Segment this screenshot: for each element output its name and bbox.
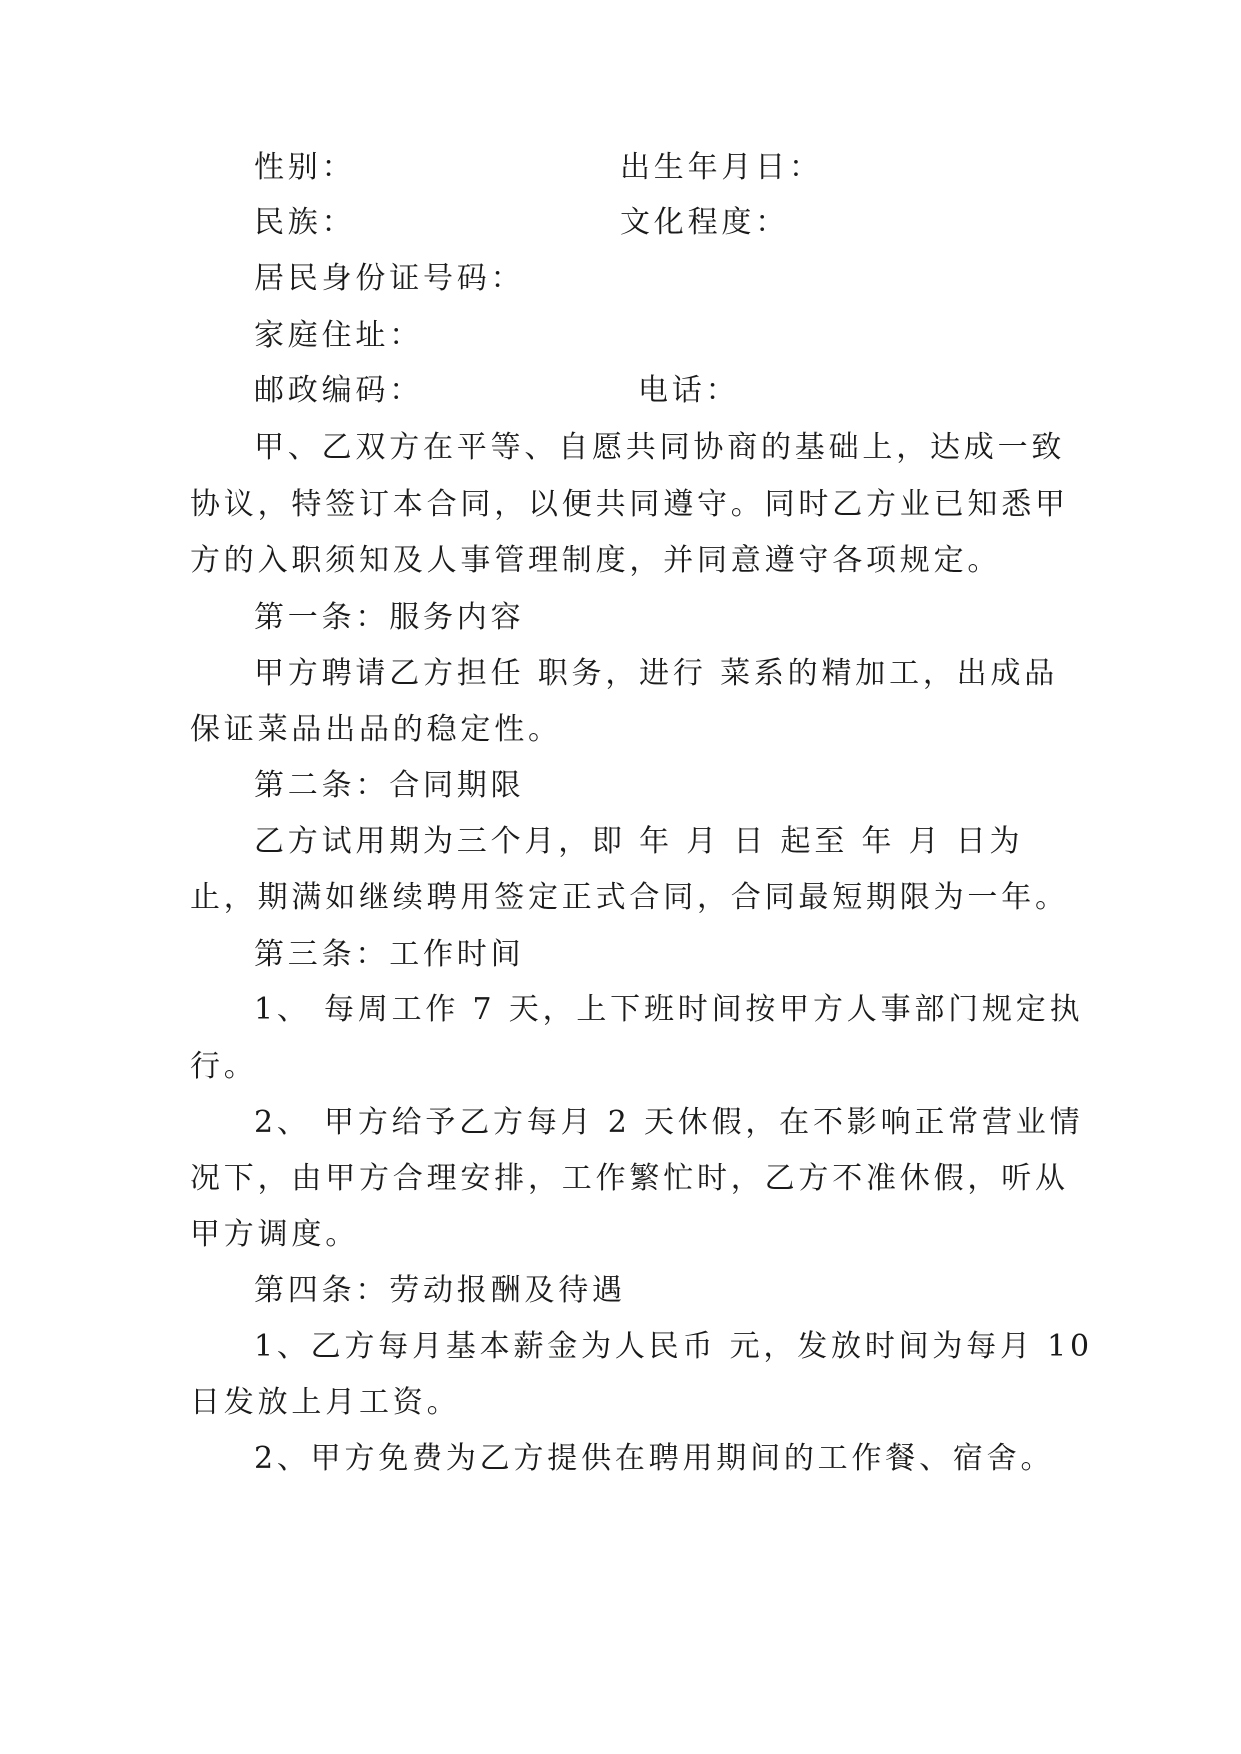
article-2-line-2: 止，期满如继续聘用签定正式合同，合同最短期限为一年。: [190, 880, 1069, 915]
article-3-title: 第三条：工作时间: [254, 937, 525, 972]
preamble-line-1: 甲、乙双方在平等、自愿共同协商的基础上，达成一致: [254, 430, 1066, 465]
article-4-item-2-line-1: 2、甲方免费为乙方提供在聘用期间的工作餐、宿舍。: [254, 1441, 1055, 1476]
article-4-title: 第四条：劳动报酬及待遇: [254, 1273, 626, 1308]
preamble-line-2: 协议，特签订本合同，以便共同遵守。同时乙方业已知悉甲: [190, 487, 1069, 522]
postcode-label: 邮政编码：: [254, 373, 423, 408]
article-1-title: 第一条：服务内容: [254, 600, 525, 635]
ethnicity-label: 民族：: [254, 205, 356, 240]
article-3-item-2-line-3: 甲方调度。: [190, 1217, 359, 1252]
article-3-item-2-line-1: 2、 甲方给予乙方每月 2 天休假，在不影响正常营业情: [254, 1105, 1084, 1140]
article-1-line-2: 保证菜品出品的稳定性。: [190, 712, 562, 747]
article-3-item-1-line-1: 1、 每周工作 7 天，上下班时间按甲方人事部门规定执: [254, 992, 1084, 1027]
article-1-line-1: 甲方聘请乙方担任 职务，进行 菜系的精加工，出成品: [254, 656, 1059, 691]
education-label: 文化程度：: [620, 205, 789, 240]
preamble-line-3: 方的入职须知及人事管理制度，并同意遵守各项规定。: [190, 543, 1002, 578]
article-4-item-1-line-1: 1、乙方每月基本薪金为人民币 元，发放时间为每月 10: [254, 1329, 1093, 1364]
article-2-title: 第二条：合同期限: [254, 768, 525, 803]
article-3-item-2-line-2: 况下，由甲方合理安排，工作繁忙时，乙方不准休假，听从: [190, 1161, 1069, 1196]
article-3-item-1-line-2: 行。: [190, 1049, 258, 1084]
article-2-line-1: 乙方试用期为三个月，即 年 月 日 起至 年 月 日为: [254, 824, 1024, 859]
id-number-label: 居民身份证号码：: [254, 261, 525, 296]
address-label: 家庭住址：: [254, 318, 423, 353]
gender-label: 性别：: [254, 150, 356, 185]
birthdate-label: 出生年月日：: [620, 150, 823, 185]
article-4-item-1-line-2: 日发放上月工资。: [190, 1385, 461, 1420]
phone-label: 电话：: [638, 373, 740, 408]
